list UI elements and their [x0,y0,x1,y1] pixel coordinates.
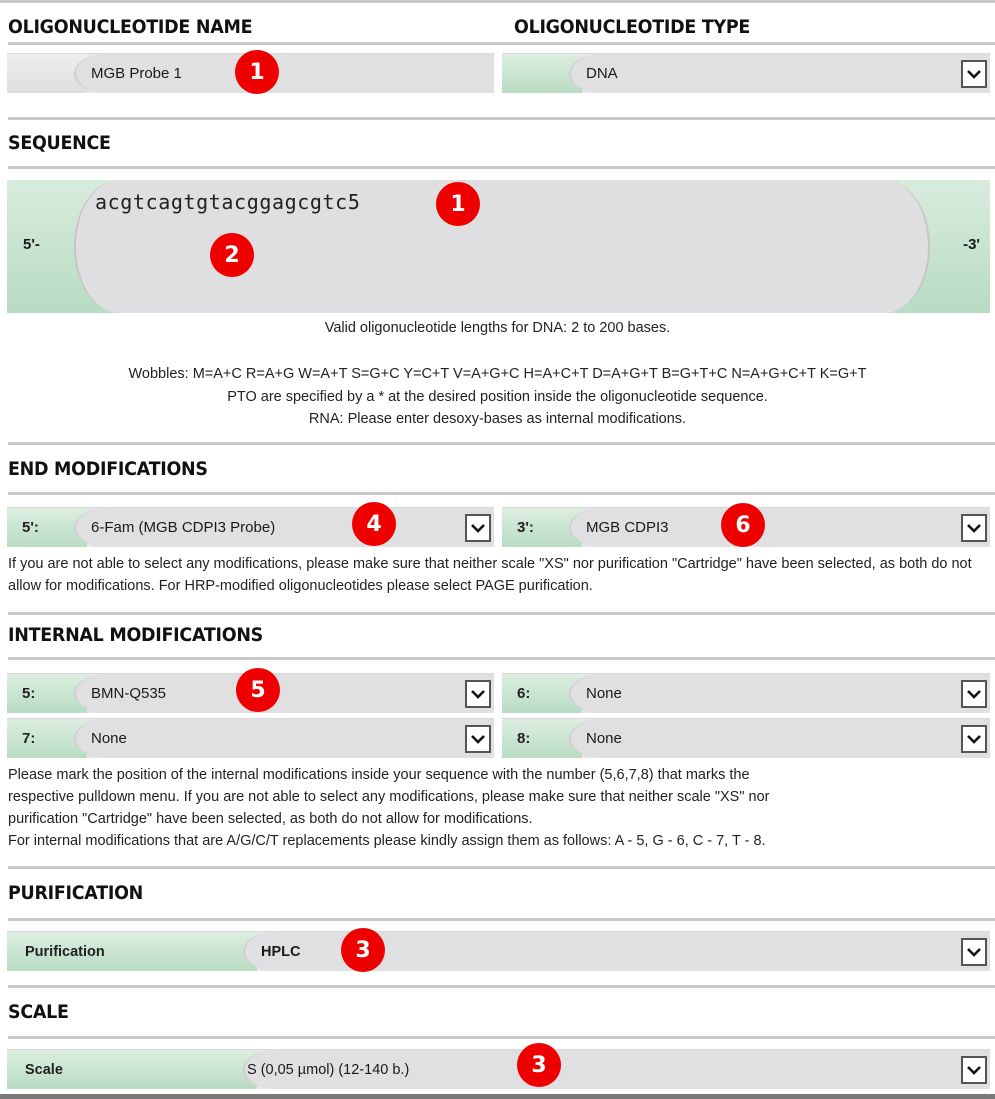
internal-mod-6-value: None [586,685,622,702]
end-mod-3-value: MGB CDPI3 [586,519,669,536]
section-title-oligo-name: OLIGONUCLEOTIDE NAME [8,16,253,38]
annotation-badge: 1 [235,50,279,94]
internal-mod-6-select[interactable] [502,673,990,713]
annotation-badge: 3 [517,1043,561,1087]
internal-mod-7-label: 7: [22,730,36,747]
annotation-badge: 5 [236,668,280,712]
sequence-length-info: Valid oligonucleotide lengths for DNA: 2 to 200 bases. [324,320,671,336]
sequence-value: acgtcagtgtacggagcgtc5 [95,190,361,214]
oligo-type-value: DNA [586,65,618,82]
section-title-end-modifications: END MODIFICATIONS [8,458,208,480]
chevron-down-icon [966,69,982,79]
chevron-down-icon [470,523,486,533]
top-divider [0,0,995,3]
section-title-scale: SCALE [8,1001,69,1023]
internal-mod-6-label: 6: [517,685,531,702]
internal-mod-8-dropdown-button[interactable] [961,725,987,753]
internal-mod-note-line-2: respective pulldown menu. If you are not able to select any modifications, please make sure that neither scale "XS" nor [8,789,770,805]
field-pill [569,674,990,713]
internal-mod-7-value: None [91,730,127,747]
chevron-down-icon [966,689,982,699]
annotation-badge: 4 [352,502,396,546]
annotation-badge: 2 [210,233,254,277]
oligo-type-select[interactable] [502,53,990,93]
chevron-down-icon [470,734,486,744]
purification-select[interactable] [7,931,990,971]
end-mod-3-label: 3': [517,519,534,536]
section-title-purification: PURIFICATION [8,882,144,904]
chevron-down-icon [966,523,982,533]
section-title-oligo-type: OLIGONUCLEOTIDE TYPE [514,16,751,38]
section-title-internal-modifications: INTERNAL MODIFICATIONS [8,624,263,646]
divider [8,866,995,869]
oligo-type-dropdown-button[interactable] [961,60,987,88]
internal-mod-8-select[interactable] [502,718,990,758]
internal-mod-7-dropdown-button[interactable] [465,725,491,753]
internal-mod-note-line-1: Please mark the position of the internal modifications inside your sequence with the number (5,6,7,8) that marks the [8,767,750,783]
divider [8,657,995,660]
oligo-name-value: MGB Probe 1 [91,65,182,82]
internal-mod-5-value: BMN-Q535 [91,685,167,702]
section-title-sequence: SEQUENCE [8,132,111,154]
annotation-badge: 3 [341,928,385,972]
sequence-5-prime-label: 5'- [23,236,40,253]
sequence-pto-info: PTO are specified by a * at the desired position inside the oligonucleotide sequence. [227,389,768,405]
internal-mod-5-label: 5: [22,685,36,702]
divider [8,42,495,45]
end-mod-5-value: 6-Fam (MGB CDPI3 Probe) [91,519,276,536]
internal-mod-5-dropdown-button[interactable] [465,680,491,708]
sequence-wobbles-info: Wobbles: M=A+C R=A+G W=A+T S=G+C Y=C+T V=A+G+C H=A+C+T D=A+G+T B=G+T+C N=A+G+C+T K=G+T [128,366,867,382]
sequence-3-prime-label: -3' [963,236,980,253]
internal-mod-8-value: None [586,730,622,747]
chevron-down-icon [470,689,486,699]
chevron-down-icon [966,1065,982,1075]
internal-mod-7-select[interactable] [7,718,494,758]
divider [8,442,995,445]
divider [495,42,995,45]
end-mod-5-label: 5': [22,519,39,536]
field-pill [569,54,990,93]
field-pill [569,719,990,758]
field-pill [74,719,494,758]
internal-mod-note-line-3: purification "Cartridge" have been selected, as both do not allow for modifications. [8,811,533,827]
scale-label: Scale [25,1061,63,1078]
end-mod-5-dropdown-button[interactable] [465,514,491,542]
sequence-rna-info: RNA: Please enter desoxy-bases as internal modifications. [308,411,687,427]
divider [8,117,995,120]
chevron-down-icon [966,734,982,744]
end-modifications-note: If you are not able to select any modifications, please make sure that neither scale "XS" nor purification "Cartridge" have been selected, as both do not allow for modifications. For HRP-modified oligonucleotides please select PAGE purification. [8,556,972,594]
end-mod-5-select[interactable] [7,507,494,547]
scale-value: S (0,05 µmol) (12-140 b.) [247,1061,410,1078]
bottom-border [0,1094,995,1099]
divider [8,166,995,169]
divider [8,985,995,988]
internal-mod-note-line-4: For internal modifications that are A/G/C/T replacements please kindly assign them as follows: A - 5, G - 6, C - 7, T - 8. [8,833,766,849]
chevron-down-icon [966,947,982,957]
purification-dropdown-button[interactable] [961,938,987,966]
divider [8,1036,995,1039]
internal-mod-6-dropdown-button[interactable] [961,680,987,708]
purification-label: Purification [25,943,105,960]
annotation-badge: 6 [721,503,765,547]
end-mod-3-dropdown-button[interactable] [961,514,987,542]
sequence-field [7,180,990,313]
scale-select[interactable] [7,1049,990,1089]
purification-value: HPLC [261,943,301,960]
annotation-badge: 1 [436,182,480,226]
scale-dropdown-button[interactable] [961,1056,987,1084]
divider [8,918,995,921]
divider [8,492,995,495]
divider [8,612,995,615]
internal-mod-8-label: 8: [517,730,531,747]
